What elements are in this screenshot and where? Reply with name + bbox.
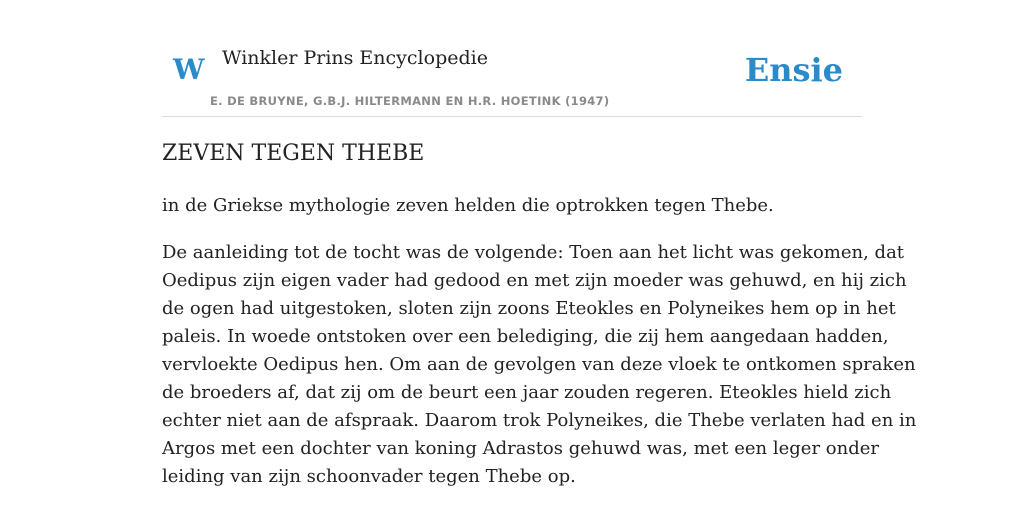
body-line: Argos met een dochter van koning Adrastos gehuwd was, met een leger onder bbox=[162, 438, 879, 459]
body-line: leiding van zijn schoonvader tegen Thebe op. bbox=[162, 466, 576, 487]
body-line: paleis. In woede ontstoken over een belediging, die zij hem aangedaan hadden, bbox=[162, 326, 889, 347]
body-line: de ogen had uitgestoken, sloten zijn zoons Eteokles en Polyneikes hem op in het bbox=[162, 298, 896, 319]
body-line: Oedipus zijn eigen vader had gedood en met zijn moeder was gehuwd, en hij zich bbox=[162, 270, 907, 291]
source-work-title[interactable]: Winkler Prins Encyclopedie bbox=[222, 47, 488, 69]
encyclopedia-page bbox=[162, 0, 917, 512]
body-line: De aanleiding tot de tocht was de volgende: Toen aan het licht was gekomen, dat bbox=[162, 242, 905, 263]
body-line: echter niet aan de afspraak. Daarom trok Polyneikes, die Thebe verlaten had en in bbox=[162, 410, 917, 431]
entry-definition: in de Griekse mythologie zeven helden die optrokken tegen Thebe. bbox=[162, 195, 774, 216]
source-authors: E. DE BRUYNE, G.B.J. HILTERMANN EN H.R. HOETINK (1947) bbox=[210, 94, 610, 108]
body-line: de broeders af, dat zij om de beurt een jaar zouden regeren. Eteokles hield zich bbox=[162, 382, 892, 403]
ensie-brand-logo[interactable]: Ensie bbox=[744, 51, 843, 89]
winkler-prins-logo[interactable]: W bbox=[173, 53, 205, 86]
body-line: vervloekte Oedipus hen. Om aan de gevolgen van deze vloek te ontkomen spraken bbox=[162, 354, 916, 375]
entry-body bbox=[162, 239, 917, 491]
entry-title: ZEVEN TEGEN THEBE bbox=[162, 141, 425, 166]
source-header bbox=[162, 0, 862, 117]
